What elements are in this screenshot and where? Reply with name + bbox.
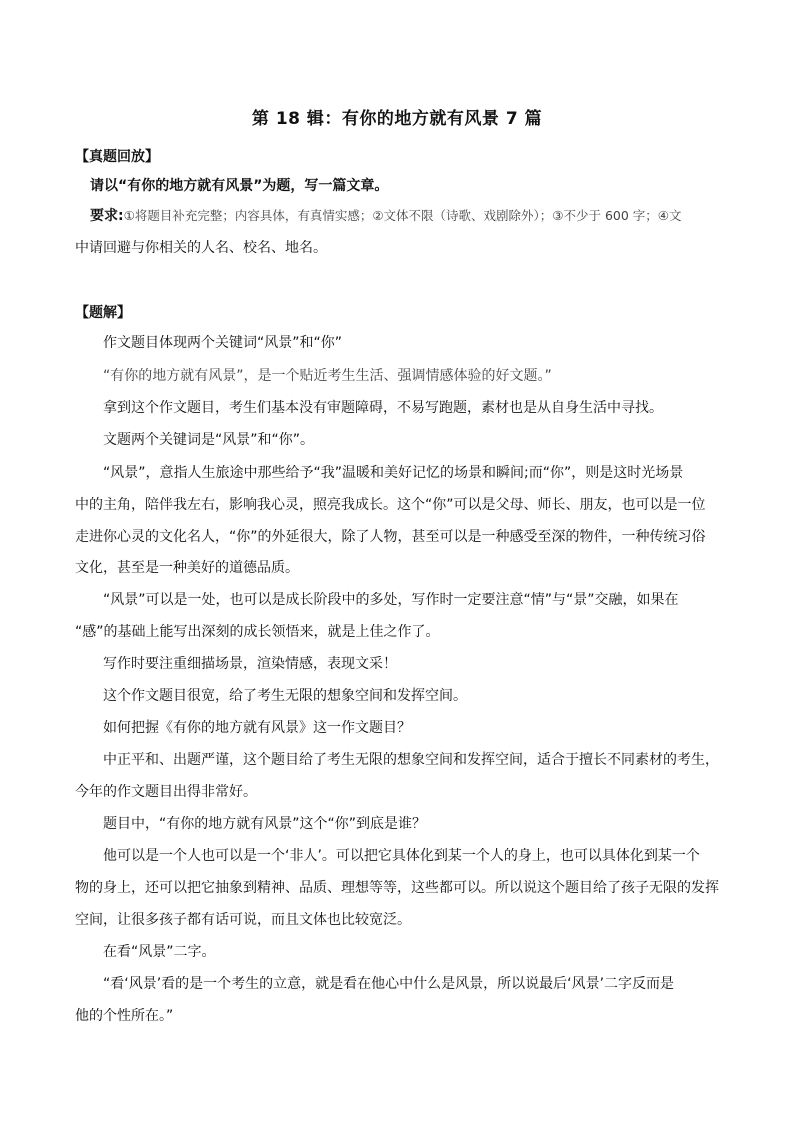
analysis-line: 如何把握《有你的地方就有风景》这一作文题目？ [103, 720, 411, 736]
analysis-line: 拿到这个作文题目，考生们基本没有审题障碍，不易写跑题，素材也是从自身生活中寻找。 [103, 400, 663, 416]
analysis-line: 他可以是一个人也可以是一个‘非人’。可以把它具体化到某一个人的身上，也可以具体化到某一个 [103, 848, 700, 864]
analysis-line: “看‘风景’看的是一个考生的立意，就是看在他心中什么是风景，所以说最后‘风景’二字反而是 [103, 976, 675, 992]
analysis-line: 在看“风景”二字。 [103, 944, 216, 960]
analysis-line: 作文题目体现两个关键词“风景”和“你” [103, 335, 343, 351]
analysis-line: “感”的基础上能写出深刻的成长领悟来，就是上佳之作了。 [75, 624, 440, 640]
analysis-line: 中正平和、出题严谨，这个题目给了考生无限的想象空间和发挥空间，适合于擅长不同素材的考生， [103, 752, 719, 768]
analysis-line: “风景”，意指人生旅途中那些给予“我”温暖和美好记忆的场景和瞬间;而“你”，则是这时光场景 [103, 465, 684, 481]
analysis-line: 走进你心灵的文化名人，“你”的外延很大，除了人物，甚至可以是一种感受至深的物件，一种传统习俗 [75, 529, 706, 545]
exam-prompt: 请以“有你的地方就有风景”为题，写一篇文章。 [90, 178, 389, 194]
analysis-line: 题目中，“有你的地方就有风景”这个“你”到底是谁？ [103, 816, 427, 832]
analysis-line: 文化，甚至是一种美好的道德品质。 [75, 560, 299, 576]
analysis-heading: 【题解】 [75, 305, 131, 321]
analysis-line: 中的主角，陪伴我左右，影响我心灵，照亮我成长。这个“你”可以是父母、师长、朋友，也可以是一位 [75, 497, 706, 513]
analysis-line: 今年的作文题目出得非常好。 [75, 784, 257, 800]
analysis-line: 写作时要注重细描场景，渲染情感，表现文采！ [103, 656, 397, 672]
analysis-line: 这个作文题目很宽，给了考生无限的想象空间和发挥空间。 [103, 688, 467, 704]
analysis-line: 空间，让很多孩子都有话可说，而且文体也比较宽泛。 [75, 912, 411, 928]
analysis-line: “风景”可以是一处，也可以是成长阶段中的多处，写作时一定要注意“情”与“景”交融，如果在 [103, 592, 679, 608]
requirements-label: 要求: [90, 208, 124, 224]
requirements-text: ①将题目补充完整；内容具体，有真情实感；②文体不限（诗歌、戏剧除外）；③不少于 600 字；④文 [123, 208, 682, 223]
analysis-line: 物的身上，还可以把它抽象到精神、品质、理想等等，这些都可以。所以说这个题目给了孩子无限的发挥 [75, 880, 719, 896]
document-title: 第 18 辑：有你的地方就有风景 7 篇 [251, 109, 543, 129]
requirements-line-2: 中请回避与你相关的人名、校名、地名。 [75, 240, 327, 256]
analysis-line: 他的个性所在。” [75, 1008, 174, 1024]
analysis-line: “有你的地方就有风景”，是一个贴近考生生活、强调情感体验的好文题。” [103, 368, 552, 384]
analysis-line: 文题两个关键词是“风景”和“你”。 [103, 432, 315, 448]
exam-heading: 【真题回放】 [75, 149, 159, 165]
requirements-line-1 [90, 206, 682, 226]
